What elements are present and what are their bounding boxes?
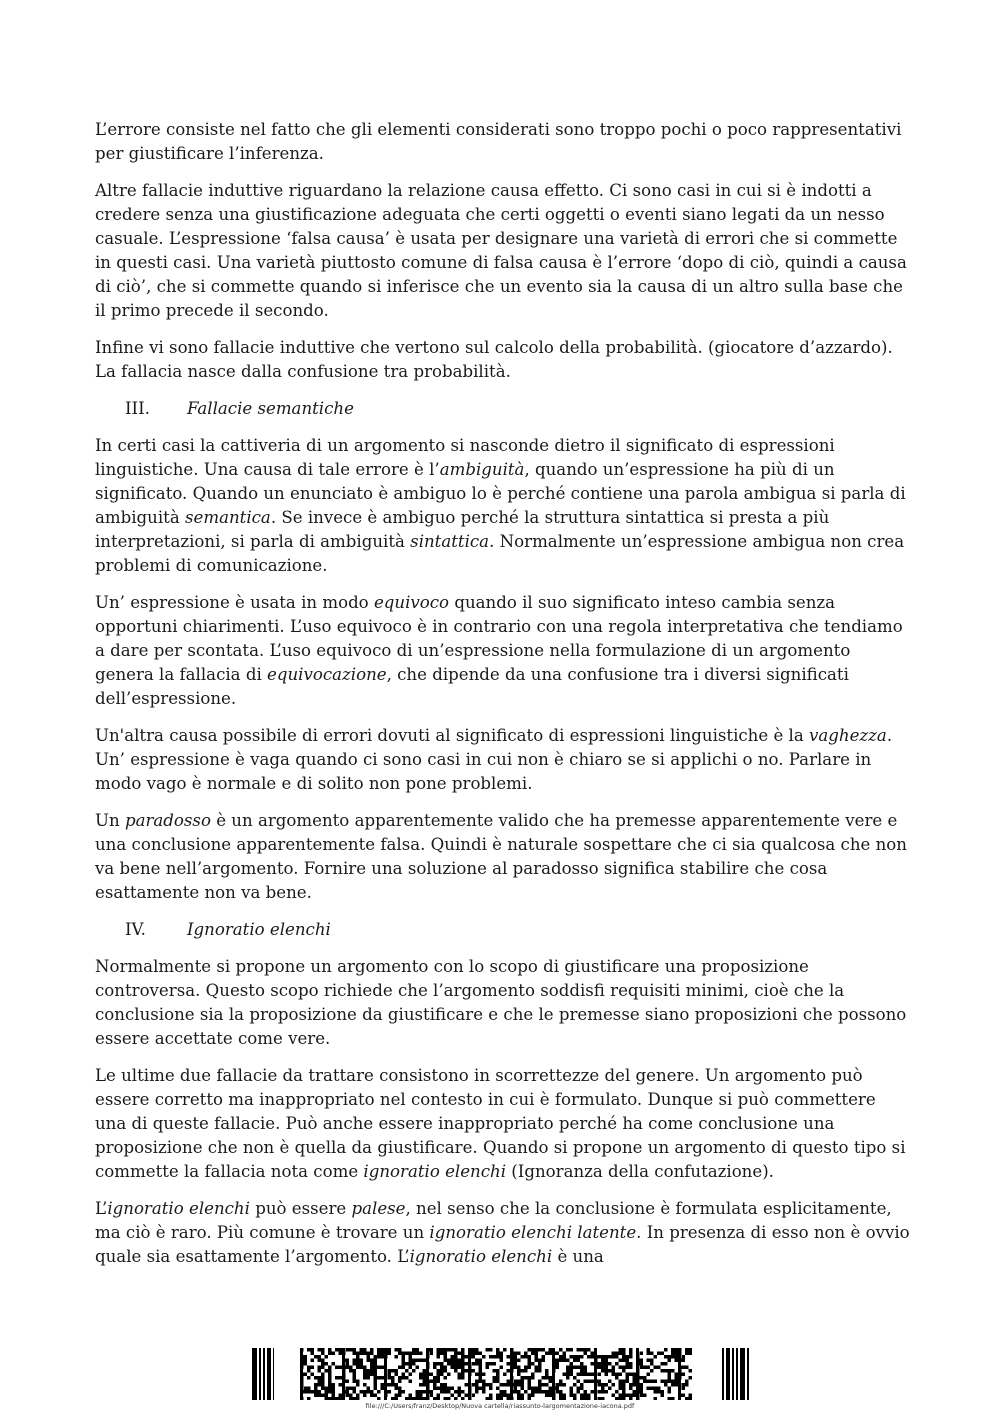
text-run: quando il suo significato inteso cambia senza opportuni chiarimenti. L’uso equivoco è in contrario con una regola interpretativa che tendiamo a dare per scontata. L’uso equivoco di un’espressione nella formulazione di un argomento genera la fallacia di xyxy=(95,593,903,684)
italic-term: ignoratio elenchi xyxy=(107,1199,250,1218)
section-number: III. xyxy=(125,399,150,418)
paragraph xyxy=(95,809,910,905)
text-run: può essere xyxy=(249,1199,352,1218)
text-run: . Se invece è ambiguo perché la struttura sintattica si presta a più interpretazioni, si parla di ambiguità xyxy=(95,508,830,551)
italic-term: ignoratio elenchi xyxy=(409,1247,553,1266)
italic-term: palese xyxy=(351,1199,406,1218)
paragraph xyxy=(95,179,910,323)
italic-term: vaghezza xyxy=(809,726,887,745)
text-run: Un’ espressione è usata in modo xyxy=(95,593,374,612)
italic-term: paradosso xyxy=(124,811,211,830)
paragraph xyxy=(95,434,910,578)
paragraph xyxy=(95,724,910,796)
section-title: Ignoratio elenchi xyxy=(187,920,331,939)
text-run: . In presenza di esso non è ovvio quale sia esattamente l’argomento. L’ xyxy=(95,1223,910,1266)
italic-term: ambiguità xyxy=(439,460,525,479)
text-run: , quando un’espressione ha più di un significato. Quando un enunciato è ambiguo lo è perché contiene una parola ambigua si parla di ambiguità xyxy=(95,460,906,527)
text-run: Le ultime due fallacie da trattare consistono in scorrettezze del genere. Un argomento può essere corretto ma inappropriato nel contesto in cui è formulato. Dunque si può commettere una di queste fallacie. Può anche essere inappropriato perché ha come conclusione una proposizione che non è quella da giustificare. Quando si propone un argomento di questo tipo si commette la fallacia nota come xyxy=(95,1066,906,1181)
text-run: Un xyxy=(95,811,125,830)
section-heading xyxy=(95,397,910,421)
barcode xyxy=(252,1348,750,1400)
text-run: In certi casi la cattiveria di un argomento si nasconde dietro il significato di espressioni linguistiche. Una causa di tale errore è l’ xyxy=(95,436,835,479)
text-run: Altre fallacie induttive riguardano la relazione causa effetto. Ci sono casi in cui si è indotti a credere senza una giustificazione adeguata che certi oggetti o eventi siano legati da un nesso casuale. L’espressione ‘falsa causa’ è usata per designare una varietà di errori che si commette in questi casi. Una varietà piuttosto comune di falsa causa è l’errore ‘dopo di ciò, quindi a causa di ciò’, che si commette quando si inferisce che un evento sia la causa di un altro sulla base che il primo precede il secondo. xyxy=(95,181,907,320)
barcode-graphic xyxy=(252,1348,750,1400)
text-run: è una xyxy=(552,1247,604,1266)
text-run: Infine vi sono fallacie induttive che vertono sul calcolo della probabilità. (giocatore d’azzardo). La fallacia nasce dalla confusione tra probabilità. xyxy=(95,338,893,381)
text-run: Un'altra causa possibile di errori dovuti al significato di espressioni linguistiche è la xyxy=(95,726,810,745)
section-heading xyxy=(95,918,910,942)
paragraph xyxy=(95,1197,910,1269)
text-run: , nel senso che la conclusione è formulata esplicitamente, ma ciò è raro. Più comune è trovare un xyxy=(95,1199,892,1242)
text-run: Normalmente si propone un argomento con lo scopo di giustificare una proposizione controversa. Questo scopo richiede che l’argomento soddisfi requisiti minimi, cioè che la conclusione sia la proposizione da giustificare e che le premesse siano proposizioni che possono essere accettate come vere. xyxy=(95,957,907,1048)
text-run: . Un’ espressione è vaga quando ci sono casi in cui non è chiaro se si applichi o no. Parlare in modo vago è normale e di solito non pone problemi. xyxy=(95,726,893,793)
paragraph xyxy=(95,955,910,1051)
italic-term: ignoratio elenchi xyxy=(363,1162,507,1181)
text-run: , che dipende da una confusione tra i diversi significati dell’espressione. xyxy=(95,665,849,708)
section-number: IV. xyxy=(125,920,146,939)
paragraph xyxy=(95,118,910,166)
text-run: L’ xyxy=(95,1199,108,1218)
paragraph xyxy=(95,1064,910,1184)
paragraph xyxy=(95,336,910,384)
italic-term: semantica xyxy=(185,508,271,527)
document-body xyxy=(95,118,910,1282)
text-run: . Normalmente un’espressione ambigua non crea problemi di comunicazione. xyxy=(95,532,905,575)
text-run: (Ignoranza della confutazione). xyxy=(506,1162,774,1181)
italic-term: ignoratio elenchi latente xyxy=(429,1223,637,1242)
text-run: L’errore consiste nel fatto che gli elementi considerati sono troppo pochi o poco rappresentativi per giustificare l’inferenza. xyxy=(95,120,902,163)
paragraph xyxy=(95,591,910,711)
italic-term: equivoco xyxy=(373,593,450,612)
text-run: è un argomento apparentemente valido che ha premesse apparentemente vere e una conclusione apparentemente falsa. Quindi è naturale sospettare che ci sia qualcosa che non va bene nell’argomento. Fornire una soluzione al paradosso significa stabilire che cosa esattamente non va bene. xyxy=(95,811,907,902)
italic-term: sintattica xyxy=(410,532,490,551)
italic-term: equivocazione xyxy=(267,665,387,684)
file-path-footer: file:///C:/Users/franz/Desktop/Nuova cartella/riassunto-largomentazione-iacona.pdf xyxy=(365,1402,635,1410)
section-title: Fallacie semantiche xyxy=(187,399,354,418)
